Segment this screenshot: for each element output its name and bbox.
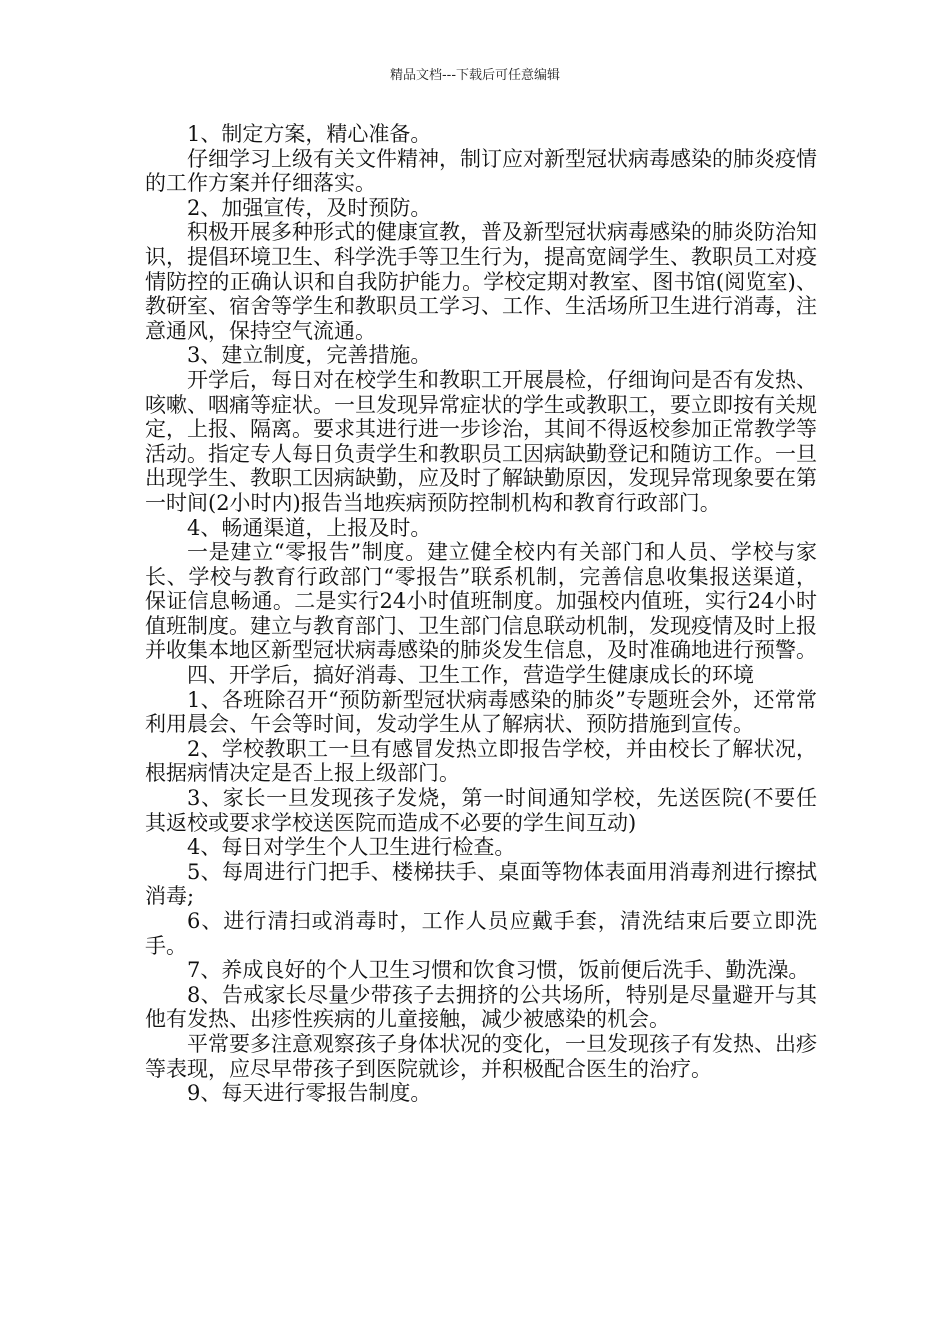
list-item: 7、养成良好的个人卫生习惯和饮食习惯，饭前便后洗手、勤洗澡。 bbox=[187, 958, 810, 983]
paragraph: 一是建立“零报告”制度。建立健全校内有关部门和人员、学校与家长、学校与教育行政部门“零报告”联系机制，完善信息收集报送渠道，保证信息畅通。二是实行24小时值班制度。加强校内值班，实行24小时值班制度。建立与教育部门、卫生部门信息联动机制，发现疫情及时上报并收集本地区新型冠状病毒感染的肺炎发生信息，及时准确地进行预警。 bbox=[145, 540, 817, 663]
section-heading-3: 3、建立制度，完善措施。 bbox=[187, 343, 432, 368]
list-item: 8、告戒家长尽量少带孩子去拥挤的公共场所，特别是尽量避开与其他有发热、出疹性疾病的儿童接触，减少被感染的机会。 bbox=[145, 982, 817, 1032]
paragraph: 积极开展多种形式的健康宣教，普及新型冠状病毒感染的肺炎防治知识，提倡环境卫生、科学洗手等卫生行为，提高宽阔学生、教职员工对疫情防控的正确认识和自我防护能力。学校定期对教室、图书馆(阅览室)、教研室、宿舍等学生和教职员工学习、工作、生活场所卫生进行消毒，注意通风，保持空气流通。 bbox=[145, 220, 817, 343]
list-item: 4、每日对学生个人卫生进行检查。 bbox=[187, 835, 516, 860]
paragraph: 仔细学习上级有关文件精神，制订应对新型冠状病毒感染的肺炎疫情的工作方案并仔细落实。 bbox=[145, 146, 817, 196]
section-heading-2: 2、加强宣传，及时预防。 bbox=[187, 195, 432, 220]
section-heading-4: 4、畅通渠道，上报及时。 bbox=[187, 515, 432, 540]
list-item: 3、家长一旦发现孩子发烧，第一时间通知学校，先送医院(不要任其返校或要求学校送医院而造成不必要的学生间互动) bbox=[145, 786, 817, 835]
list-item: 6、进行清扫或消毒时，工作人员应戴手套，清洗结束后要立即洗手。 bbox=[145, 909, 817, 958]
paragraph: 开学后，每日对在校学生和教职工开展晨检，仔细询问是否有发热、咳嗽、咽痛等症状。一旦发现异常症状的学生或教职工，要立即按有关规定，上报、隔离。要求其进行进一步诊治，其间不得返校参加正常教学等活动。指定专人每日负责学生和教职员工因病缺勤登记和随访工作。一旦出现学生、教职工因病缺勤，应及时了解缺勤原因，发现异常现象要在第一时间(2小时内)报告当地疾病预防控制机构和教育行政部门。 bbox=[145, 367, 817, 515]
list-item: 9、每天进行零报告制度。 bbox=[187, 1081, 432, 1106]
chapter-heading: 四、开学后，搞好消毒、卫生工作，营造学生健康成长的环境 bbox=[187, 663, 754, 688]
section-heading-1: 1、制定方案，精心准备。 bbox=[187, 122, 432, 146]
list-item: 5、每周进行门把手、楼梯扶手、桌面等物体表面用消毒剂进行擦拭消毒; bbox=[145, 859, 817, 909]
page-header: 精品文档---下载后可任意编辑 bbox=[389, 68, 561, 83]
list-item: 1、各班除召开“预防新型冠状病毒感染的肺炎”专题班会外，还常常利用晨会、午会等时间，发动学生从了解病状、预防措施到宣传。 bbox=[145, 687, 817, 737]
paragraph: 平常要多注意观察孩子身体状况的变化，一旦发现孩子有发热、出疹等表现，应尽早带孩子到医院就诊，并积极配合医生的治疗。 bbox=[145, 1031, 817, 1081]
list-item: 2、学校教职工一旦有感冒发热立即报告学校，并由校长了解状况，根据病情决定是否上报上级部门。 bbox=[145, 736, 817, 786]
document-body bbox=[145, 122, 817, 1106]
